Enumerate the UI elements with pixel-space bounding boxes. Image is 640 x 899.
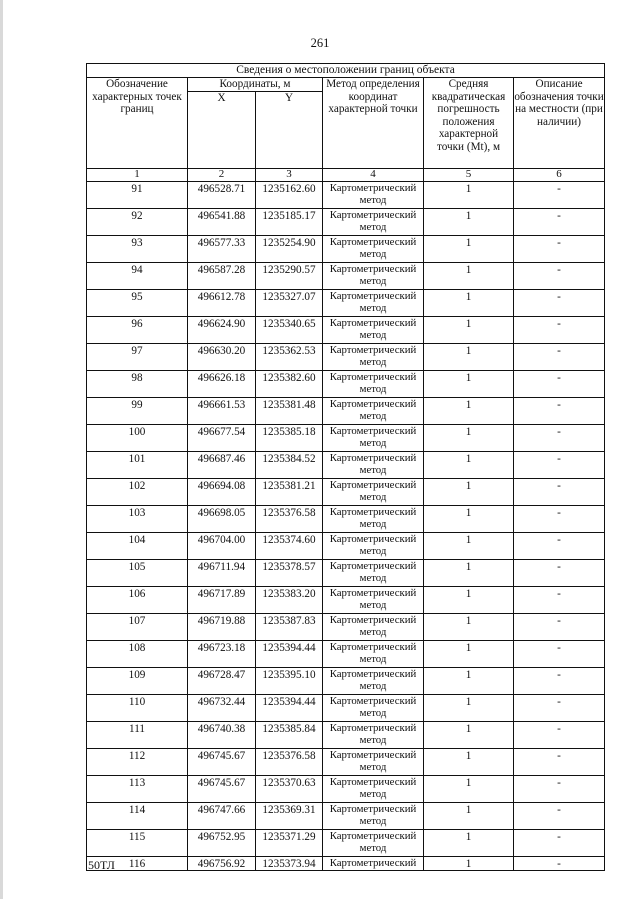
x-coordinate-cell: 496752.95 <box>188 830 256 857</box>
method-line-2: метод <box>359 302 387 315</box>
table-row <box>87 830 605 857</box>
table-row <box>87 587 605 614</box>
y-coordinate-cell: 1235327.07 <box>256 290 323 317</box>
table-row <box>87 749 605 776</box>
description-cell: - <box>514 749 605 776</box>
accuracy-cell: 1 <box>424 182 514 209</box>
column-number: 6 <box>514 169 605 182</box>
method-line-1: Картометрический <box>329 857 417 869</box>
accuracy-cell: 1 <box>424 614 514 641</box>
header-y: Y <box>256 92 323 169</box>
table-row <box>87 344 605 371</box>
accuracy-cell: 1 <box>424 749 514 776</box>
method-line-1: Картометрический <box>329 317 417 329</box>
accuracy-cell: 1 <box>424 722 514 749</box>
table-row <box>87 560 605 587</box>
method-line-2: метод <box>359 356 387 369</box>
y-coordinate-cell: 1235378.57 <box>256 560 323 587</box>
method-line-1: Картометрический <box>329 695 417 707</box>
x-coordinate-cell: 496624.90 <box>188 317 256 344</box>
method-line-1: Картометрический <box>329 371 417 383</box>
description-cell: - <box>514 317 605 344</box>
description-cell: - <box>514 695 605 722</box>
accuracy-cell: 1 <box>424 371 514 398</box>
y-coordinate-cell: 1235371.29 <box>256 830 323 857</box>
method-line-1: Картометрический <box>329 749 417 761</box>
y-coordinate-cell: 1235385.18 <box>256 425 323 452</box>
accuracy-cell: 1 <box>424 317 514 344</box>
table-row <box>87 641 605 668</box>
description-cell: - <box>514 830 605 857</box>
table-row <box>87 776 605 803</box>
point-number-cell: 115 <box>87 830 188 857</box>
y-coordinate-cell: 1235374.60 <box>256 533 323 560</box>
description-cell: - <box>514 425 605 452</box>
table-row <box>87 857 605 871</box>
table-row <box>87 506 605 533</box>
accuracy-cell: 1 <box>424 452 514 479</box>
accuracy-cell: 1 <box>424 506 514 533</box>
x-coordinate-cell: 496612.78 <box>188 290 256 317</box>
point-number-cell: 93 <box>87 236 188 263</box>
point-number-cell: 109 <box>87 668 188 695</box>
x-coordinate-cell: 496587.28 <box>188 263 256 290</box>
table-row <box>87 533 605 560</box>
accuracy-cell: 1 <box>424 425 514 452</box>
y-coordinate-cell: 1235340.65 <box>256 317 323 344</box>
table-row <box>87 452 605 479</box>
x-coordinate-cell: 496747.66 <box>188 803 256 830</box>
description-cell: - <box>514 479 605 506</box>
x-coordinate-cell: 496630.20 <box>188 344 256 371</box>
y-coordinate-cell: 1235387.83 <box>256 614 323 641</box>
table-row <box>87 614 605 641</box>
column-number: 2 <box>188 169 256 182</box>
description-cell: - <box>514 236 605 263</box>
method-cell <box>323 317 424 344</box>
footer-code: 50ТЛ <box>88 858 115 872</box>
accuracy-cell: 1 <box>424 776 514 803</box>
description-cell: - <box>514 776 605 803</box>
method-line-1: Картометрический <box>329 560 417 572</box>
point-number-cell: 104 <box>87 533 188 560</box>
method-line-1: Картометрический <box>329 452 417 464</box>
method-cell <box>323 776 424 803</box>
x-coordinate-cell: 496740.38 <box>188 722 256 749</box>
table-row <box>87 425 605 452</box>
x-coordinate-cell: 496732.44 <box>188 695 256 722</box>
description-cell: - <box>514 344 605 371</box>
point-number-cell: 91 <box>87 182 188 209</box>
x-coordinate-cell: 496661.53 <box>188 398 256 425</box>
table-row <box>87 371 605 398</box>
method-cell <box>323 614 424 641</box>
method-line-2: метод <box>359 788 387 801</box>
accuracy-cell: 1 <box>424 803 514 830</box>
table-row <box>87 398 605 425</box>
x-coordinate-cell: 496687.46 <box>188 452 256 479</box>
method-line-2: метод <box>359 464 387 477</box>
method-line-1: Картометрический <box>329 182 417 194</box>
table-row <box>87 290 605 317</box>
method-cell <box>323 857 424 871</box>
method-line-2: метод <box>359 734 387 747</box>
method-line-2: метод <box>359 842 387 855</box>
x-coordinate-cell: 496694.08 <box>188 479 256 506</box>
point-number-cell: 112 <box>87 749 188 776</box>
method-line-1: Картометрический <box>329 533 417 545</box>
method-cell <box>323 344 424 371</box>
x-coordinate-cell: 496541.88 <box>188 209 256 236</box>
table-row <box>87 236 605 263</box>
method-cell <box>323 560 424 587</box>
method-line-2: метод <box>359 545 387 558</box>
method-cell <box>323 803 424 830</box>
method-cell <box>323 290 424 317</box>
description-cell: - <box>514 398 605 425</box>
header-designation: Обозначение характерных точек границ <box>87 78 188 169</box>
x-coordinate-cell: 496626.18 <box>188 371 256 398</box>
y-coordinate-cell: 1235370.63 <box>256 776 323 803</box>
description-cell: - <box>514 290 605 317</box>
y-coordinate-cell: 1235290.57 <box>256 263 323 290</box>
point-number-cell: 92 <box>87 209 188 236</box>
method-line-1: Картометрический <box>329 425 417 437</box>
column-number: 1 <box>87 169 188 182</box>
x-coordinate-cell: 496745.67 <box>188 749 256 776</box>
method-line-2: метод <box>359 248 387 261</box>
method-cell <box>323 830 424 857</box>
point-number-cell: 111 <box>87 722 188 749</box>
y-coordinate-cell: 1235384.52 <box>256 452 323 479</box>
method-cell <box>323 722 424 749</box>
method-line-2: метод <box>359 599 387 612</box>
description-cell: - <box>514 182 605 209</box>
method-line-1: Картометрический <box>329 614 417 626</box>
point-number-cell: 105 <box>87 560 188 587</box>
method-line-1: Картометрический <box>329 803 417 815</box>
x-coordinate-cell: 496677.54 <box>188 425 256 452</box>
point-number-cell: 116 <box>87 857 188 871</box>
point-number-cell: 107 <box>87 614 188 641</box>
method-line-1: Картометрический <box>329 776 417 788</box>
description-cell: - <box>514 560 605 587</box>
method-line-2: метод <box>359 626 387 639</box>
method-line-2: метод <box>359 194 387 207</box>
method-line-2: метод <box>359 815 387 828</box>
accuracy-cell: 1 <box>424 398 514 425</box>
x-coordinate-cell: 496528.71 <box>188 182 256 209</box>
y-coordinate-cell: 1235376.58 <box>256 506 323 533</box>
description-cell: - <box>514 587 605 614</box>
x-coordinate-cell: 496717.89 <box>188 587 256 614</box>
method-line-1: Картометрический <box>329 830 417 842</box>
accuracy-cell: 1 <box>424 479 514 506</box>
column-number: 3 <box>256 169 323 182</box>
page-number: 261 <box>310 36 330 50</box>
y-coordinate-cell: 1235373.94 <box>256 857 323 871</box>
accuracy-cell: 1 <box>424 209 514 236</box>
header-description: Описание обозначения точки на местности (при наличии) <box>514 78 605 169</box>
point-number-cell: 99 <box>87 398 188 425</box>
x-coordinate-cell: 496728.47 <box>188 668 256 695</box>
method-cell <box>323 371 424 398</box>
header-coordinates: Координаты, м <box>188 78 323 92</box>
description-cell: - <box>514 722 605 749</box>
y-coordinate-cell: 1235362.53 <box>256 344 323 371</box>
table-row <box>87 317 605 344</box>
point-number-cell: 114 <box>87 803 188 830</box>
method-cell <box>323 587 424 614</box>
description-cell: - <box>514 371 605 398</box>
point-number-cell: 106 <box>87 587 188 614</box>
page-edge <box>0 0 3 899</box>
y-coordinate-cell: 1235382.60 <box>256 371 323 398</box>
point-number-cell: 100 <box>87 425 188 452</box>
y-coordinate-cell: 1235395.10 <box>256 668 323 695</box>
method-line-1: Картометрический <box>329 668 417 680</box>
accuracy-cell: 1 <box>424 344 514 371</box>
method-line-2: метод <box>359 653 387 666</box>
method-cell <box>323 236 424 263</box>
y-coordinate-cell: 1235376.58 <box>256 749 323 776</box>
header-x: X <box>188 92 256 169</box>
y-coordinate-cell: 1235385.84 <box>256 722 323 749</box>
method-cell <box>323 668 424 695</box>
y-coordinate-cell: 1235162.60 <box>256 182 323 209</box>
table-body <box>87 182 605 871</box>
description-cell: - <box>514 452 605 479</box>
description-cell: - <box>514 506 605 533</box>
accuracy-cell: 1 <box>424 560 514 587</box>
table-row <box>87 263 605 290</box>
description-cell: - <box>514 857 605 871</box>
point-number-cell: 94 <box>87 263 188 290</box>
method-line-2: метод <box>359 329 387 342</box>
accuracy-cell: 1 <box>424 857 514 871</box>
table-title: Сведения о местоположении границ объекта <box>87 64 605 78</box>
x-coordinate-cell: 496723.18 <box>188 641 256 668</box>
y-coordinate-cell: 1235185.17 <box>256 209 323 236</box>
x-coordinate-cell: 496711.94 <box>188 560 256 587</box>
method-line-2: метод <box>359 221 387 234</box>
point-number-cell: 103 <box>87 506 188 533</box>
y-coordinate-cell: 1235394.44 <box>256 695 323 722</box>
table-row <box>87 803 605 830</box>
point-number-cell: 98 <box>87 371 188 398</box>
point-number-cell: 96 <box>87 317 188 344</box>
point-number-cell: 102 <box>87 479 188 506</box>
y-coordinate-cell: 1235381.21 <box>256 479 323 506</box>
y-coordinate-cell: 1235383.20 <box>256 587 323 614</box>
method-cell <box>323 479 424 506</box>
table-row <box>87 695 605 722</box>
method-cell <box>323 749 424 776</box>
method-line-2: метод <box>359 383 387 396</box>
method-line-2: метод <box>359 410 387 423</box>
table-row <box>87 668 605 695</box>
method-line-1: Картометрический <box>329 479 417 491</box>
accuracy-cell: 1 <box>424 263 514 290</box>
accuracy-cell: 1 <box>424 695 514 722</box>
point-number-cell: 97 <box>87 344 188 371</box>
method-cell <box>323 182 424 209</box>
method-cell <box>323 506 424 533</box>
method-cell <box>323 209 424 236</box>
y-coordinate-cell: 1235381.48 <box>256 398 323 425</box>
x-coordinate-cell: 496577.33 <box>188 236 256 263</box>
table-row <box>87 182 605 209</box>
method-cell <box>323 641 424 668</box>
point-number-cell: 101 <box>87 452 188 479</box>
method-line-2: метод <box>359 761 387 774</box>
y-coordinate-cell: 1235369.31 <box>256 803 323 830</box>
method-line-1: Картометрический <box>329 344 417 356</box>
accuracy-cell: 1 <box>424 290 514 317</box>
point-number-cell: 108 <box>87 641 188 668</box>
method-line-2: метод <box>359 437 387 450</box>
x-coordinate-cell: 496745.67 <box>188 776 256 803</box>
column-number: 4 <box>323 169 424 182</box>
method-line-1: Картометрический <box>329 641 417 653</box>
header-accuracy: Средняя квадратическая погрешность положения характерной точки (Mt), м <box>424 78 514 169</box>
description-cell: - <box>514 263 605 290</box>
method-cell <box>323 398 424 425</box>
column-number: 5 <box>424 169 514 182</box>
y-coordinate-cell: 1235394.44 <box>256 641 323 668</box>
description-cell: - <box>514 614 605 641</box>
point-number-cell: 95 <box>87 290 188 317</box>
accuracy-cell: 1 <box>424 830 514 857</box>
method-line-1: Картометрический <box>329 290 417 302</box>
method-line-1: Картометрический <box>329 398 417 410</box>
table-row <box>87 479 605 506</box>
description-cell: - <box>514 209 605 236</box>
accuracy-cell: 1 <box>424 668 514 695</box>
point-number-cell: 113 <box>87 776 188 803</box>
description-cell: - <box>514 668 605 695</box>
description-cell: - <box>514 803 605 830</box>
table-row <box>87 722 605 749</box>
y-coordinate-cell: 1235254.90 <box>256 236 323 263</box>
method-line-1: Картометрический <box>329 722 417 734</box>
method-cell <box>323 533 424 560</box>
x-coordinate-cell: 496756.92 <box>188 857 256 871</box>
x-coordinate-cell: 496704.00 <box>188 533 256 560</box>
method-cell <box>323 263 424 290</box>
x-coordinate-cell: 496698.05 <box>188 506 256 533</box>
header-method: Метод определения координат характерной точки <box>323 78 424 169</box>
method-line-2: метод <box>359 275 387 288</box>
method-line-1: Картометрический <box>329 236 417 248</box>
accuracy-cell: 1 <box>424 533 514 560</box>
method-cell <box>323 452 424 479</box>
method-line-1: Картометрический <box>329 209 417 221</box>
method-cell <box>323 695 424 722</box>
method-line-1: Картометрический <box>329 587 417 599</box>
method-line-2: метод <box>359 518 387 531</box>
method-line-1: Картометрический <box>329 263 417 275</box>
method-line-2: метод <box>359 572 387 585</box>
accuracy-cell: 1 <box>424 587 514 614</box>
method-line-2: метод <box>359 707 387 720</box>
accuracy-cell: 1 <box>424 641 514 668</box>
table-row <box>87 209 605 236</box>
description-cell: - <box>514 533 605 560</box>
method-cell <box>323 425 424 452</box>
method-line-2: метод <box>359 491 387 504</box>
method-line-2: метод <box>359 680 387 693</box>
method-line-1: Картометрический <box>329 506 417 518</box>
boundary-coordinates-table <box>86 63 605 871</box>
point-number-cell: 110 <box>87 695 188 722</box>
description-cell: - <box>514 641 605 668</box>
x-coordinate-cell: 496719.88 <box>188 614 256 641</box>
accuracy-cell: 1 <box>424 236 514 263</box>
